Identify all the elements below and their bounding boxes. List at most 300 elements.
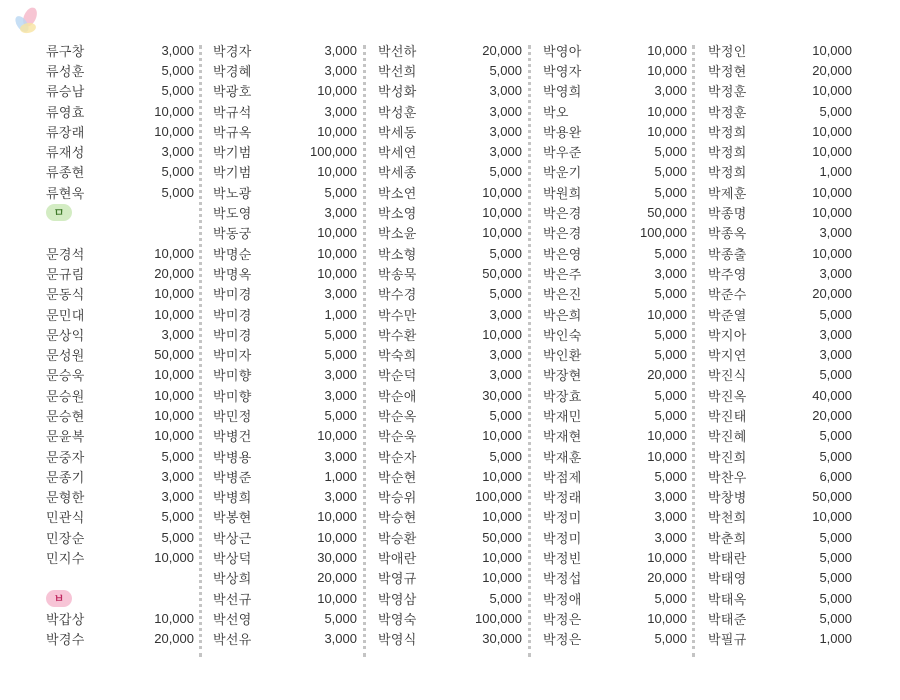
donation-amount: 10,000 [317,529,357,545]
donor-row [213,101,357,121]
donor-name: 류성훈 [46,64,85,80]
donation-amount: 3,000 [324,103,357,119]
donation-amount: 5,000 [489,407,522,423]
donation-amount: 5,000 [161,184,194,200]
donor-row [46,344,194,364]
donation-amount: 5,000 [161,509,194,525]
donor-name: 박오 [543,105,569,121]
donor-name: 박정애 [543,592,582,608]
donor-name: 민장순 [46,531,85,547]
donor-column-4 [543,40,687,649]
donation-amount: 10,000 [647,448,687,464]
donor-row [378,527,522,547]
donor-name: 박승환 [378,531,417,547]
donor-row [213,81,357,101]
donor-row [46,40,194,60]
donor-row [708,284,852,304]
donor-column-2 [213,40,357,649]
donation-amount: 10,000 [154,306,194,322]
donation-amount: 5,000 [654,468,687,484]
donation-amount: 5,000 [654,144,687,160]
donor-row [46,507,194,527]
donation-amount: 3,000 [489,123,522,139]
donation-amount: 10,000 [482,428,522,444]
donor-name: 박정래 [543,491,582,507]
donor-name: 박소영 [378,207,417,223]
column-divider [692,45,695,657]
donor-row [543,588,687,608]
section-badge: ㅁ [46,204,72,221]
donor-name: 박정인 [708,44,747,60]
donation-amount: 5,000 [161,448,194,464]
donor-row [378,60,522,80]
donor-name: 박미향 [213,389,252,405]
donor-row [708,405,852,425]
donor-row [708,588,852,608]
donor-row [543,121,687,141]
donor-name: 박정희 [708,125,747,141]
donation-amount: 10,000 [647,550,687,566]
donor-name: 박순자 [378,450,417,466]
donation-amount: 10,000 [812,123,852,139]
donation-amount: 10,000 [482,205,522,221]
donation-amount: 5,000 [819,306,852,322]
donor-name: 박태준 [708,612,747,628]
donor-row [378,101,522,121]
donor-name: 박영숙 [378,612,417,628]
donor-column-3 [378,40,522,649]
donor-row [378,223,522,243]
section-header [46,202,194,222]
donor-row [543,141,687,161]
donation-amount: 3,000 [654,509,687,525]
donor-row [708,385,852,405]
donation-amount: 1,000 [324,468,357,484]
donor-name: 박경혜 [213,64,252,80]
donor-row [46,304,194,324]
donor-row [378,243,522,263]
donor-name: 문동식 [46,288,85,304]
donor-row [213,243,357,263]
donation-amount: 10,000 [812,144,852,160]
donation-amount: 50,000 [482,529,522,545]
donor-row [543,466,687,486]
donation-amount: 3,000 [654,83,687,99]
donor-row [213,568,357,588]
donor-name: 박수만 [378,308,417,324]
donor-name: 문경석 [46,247,85,263]
donor-name: 박은진 [543,288,582,304]
donor-row [378,121,522,141]
donor-row [46,629,194,649]
donor-name: 박세연 [378,146,417,162]
donor-name: 박정빈 [543,552,582,568]
donation-amount: 5,000 [819,529,852,545]
donor-name: 박노광 [213,186,252,202]
donor-name: 문승욱 [46,369,85,385]
donation-amount: 3,000 [324,62,357,78]
donor-name: 박병용 [213,450,252,466]
donation-amount: 10,000 [647,306,687,322]
donor-row [213,223,357,243]
donor-name: 박준열 [708,308,747,324]
donor-name: 박경자 [213,44,252,60]
donation-amount: 3,000 [324,367,357,383]
donor-row [543,60,687,80]
donation-amount: 3,000 [819,347,852,363]
donation-amount: 5,000 [489,245,522,261]
donation-amount: 5,000 [161,164,194,180]
donor-name: 박영식 [378,633,417,649]
donor-row [213,527,357,547]
donor-row [708,304,852,324]
donor-row [46,223,194,243]
donor-row [378,629,522,649]
donor-row [378,182,522,202]
donor-list [0,40,900,660]
donation-amount: 10,000 [317,428,357,444]
donor-row [46,284,194,304]
donation-amount: 5,000 [654,387,687,403]
donor-name: 박미향 [213,369,252,385]
section-header [46,588,194,608]
donor-name: 박정은 [543,633,582,649]
donation-amount: 100,000 [475,610,522,626]
donor-name: 박장효 [543,389,582,405]
donation-amount: 5,000 [819,428,852,444]
donor-name: 박우준 [543,146,582,162]
donor-row [46,405,194,425]
donor-name: 박봉현 [213,511,252,527]
donation-amount: 3,000 [161,42,194,58]
donor-row [543,223,687,243]
donor-row [543,182,687,202]
donor-name: 박민정 [213,409,252,425]
donation-amount: 1,000 [324,306,357,322]
donor-row [213,365,357,385]
donor-name: 박정훈 [708,85,747,101]
donation-amount: 6,000 [819,468,852,484]
donor-column-5 [708,40,852,649]
donor-row [708,547,852,567]
donor-row [213,324,357,344]
donor-name: 박세동 [378,125,417,141]
donor-row [708,608,852,628]
donation-amount: 5,000 [324,326,357,342]
donor-row [213,547,357,567]
donor-name: 문승원 [46,389,85,405]
donation-amount: 5,000 [819,448,852,464]
donor-name: 박갑상 [46,612,85,628]
donor-name: 박정은 [543,612,582,628]
donor-name: 박지연 [708,349,747,365]
donation-amount: 3,000 [654,529,687,545]
donor-row [543,284,687,304]
donor-row [543,547,687,567]
donor-name: 박선유 [213,633,252,649]
donation-amount: 10,000 [812,184,852,200]
donor-row [46,547,194,567]
donor-name: 박기범 [213,146,252,162]
donation-amount: 10,000 [154,387,194,403]
donation-amount: 10,000 [317,164,357,180]
donor-row [708,202,852,222]
donor-row [213,385,357,405]
donor-row [708,40,852,60]
column-divider [528,45,531,657]
donor-row [46,446,194,466]
donation-amount: 100,000 [475,489,522,505]
donor-name: 문형한 [46,491,85,507]
donation-amount: 5,000 [654,245,687,261]
donation-amount: 5,000 [489,164,522,180]
donation-amount: 20,000 [154,265,194,281]
donor-name: 박영삼 [378,592,417,608]
donor-name: 박은희 [543,308,582,324]
donor-name: 박미경 [213,308,252,324]
donation-amount: 10,000 [317,509,357,525]
donor-row [708,344,852,364]
donor-row [378,365,522,385]
donation-amount: 1,000 [819,631,852,647]
donation-amount: 5,000 [654,407,687,423]
donor-row [708,182,852,202]
donation-amount: 5,000 [654,184,687,200]
donation-amount: 3,000 [819,225,852,241]
donor-row [213,487,357,507]
donor-row [543,507,687,527]
donor-row [378,162,522,182]
donor-name: 문윤복 [46,430,85,446]
donor-name: 류재성 [46,146,85,162]
donor-row [46,182,194,202]
donor-row [708,466,852,486]
donation-amount: 10,000 [482,184,522,200]
donor-row [543,568,687,588]
donation-amount: 3,000 [489,367,522,383]
donor-row [213,426,357,446]
donor-row [708,223,852,243]
donation-amount: 5,000 [819,367,852,383]
donor-name: 박영규 [378,572,417,588]
donor-row [213,121,357,141]
donation-amount: 50,000 [482,265,522,281]
donor-name: 박승위 [378,491,417,507]
donor-row [708,101,852,121]
donor-name: 박인숙 [543,328,582,344]
donor-name: 박광호 [213,85,252,101]
donor-row [708,365,852,385]
donor-name: 박세종 [378,166,417,182]
donor-name: 박춘희 [708,531,747,547]
donor-name: 박천희 [708,511,747,527]
donor-row [46,365,194,385]
donor-row [708,263,852,283]
donor-row [213,141,357,161]
donor-name: 박영희 [543,85,582,101]
donor-name: 박상희 [213,572,252,588]
donor-name: 박병희 [213,491,252,507]
donation-amount: 100,000 [640,225,687,241]
donor-row [708,568,852,588]
donor-name: 박소형 [378,247,417,263]
donation-amount: 50,000 [647,205,687,221]
donor-name: 박성훈 [378,105,417,121]
donor-name: 류종현 [46,166,85,182]
donation-amount: 5,000 [654,164,687,180]
donation-amount: 20,000 [812,407,852,423]
donor-name: 박소연 [378,186,417,202]
donation-amount: 10,000 [154,550,194,566]
donor-row [378,446,522,466]
donor-row [213,162,357,182]
donation-amount: 3,000 [489,103,522,119]
donor-name: 박동궁 [213,227,252,243]
donor-name: 박도영 [213,207,252,223]
donor-name: 박재현 [543,430,582,446]
donor-name: 박영아 [543,44,582,60]
donor-row [46,60,194,80]
donor-row [543,385,687,405]
donor-row [378,40,522,60]
donation-amount: 5,000 [654,590,687,606]
donor-name: 박송묵 [378,267,417,283]
donation-amount: 5,000 [489,62,522,78]
donation-amount: 100,000 [310,144,357,160]
donor-row [213,202,357,222]
donor-name: 박순옥 [378,409,417,425]
donor-name: 박원희 [543,186,582,202]
donor-row [46,263,194,283]
donation-amount: 5,000 [654,286,687,302]
donor-name: 박지아 [708,328,747,344]
donation-amount: 10,000 [317,225,357,241]
donor-row [213,629,357,649]
donor-name: 문규림 [46,267,85,283]
donation-amount: 10,000 [317,83,357,99]
donor-name: 박정훈 [708,105,747,121]
donation-amount: 10,000 [154,367,194,383]
column-divider [199,45,202,657]
donor-row [378,405,522,425]
donor-row [213,344,357,364]
donation-amount: 40,000 [812,387,852,403]
donor-row [708,487,852,507]
donor-row [378,81,522,101]
donor-row [213,304,357,324]
donation-amount: 10,000 [647,103,687,119]
donation-amount: 3,000 [654,489,687,505]
donation-amount: 5,000 [654,326,687,342]
donor-row [543,324,687,344]
donor-row [543,243,687,263]
donation-amount: 3,000 [489,144,522,160]
donor-row [213,405,357,425]
donor-name: 박진혜 [708,430,747,446]
donor-row [46,466,194,486]
donation-amount: 3,000 [654,265,687,281]
donation-amount: 3,000 [324,286,357,302]
logo-icon [4,4,44,44]
donation-amount: 10,000 [154,407,194,423]
donation-amount: 3,000 [324,205,357,221]
donor-row [46,568,194,588]
donor-name: 박병준 [213,470,252,486]
donor-row [708,121,852,141]
donor-row [708,507,852,527]
donor-name: 박정희 [708,146,747,162]
donor-name: 류현욱 [46,186,85,202]
donor-row [378,304,522,324]
donation-amount: 20,000 [647,367,687,383]
donor-row [378,202,522,222]
donation-amount: 5,000 [654,631,687,647]
donor-row [708,446,852,466]
donor-row [543,608,687,628]
donor-name: 박경수 [46,633,85,649]
donation-amount: 10,000 [154,103,194,119]
donor-row [708,243,852,263]
donor-name: 박소윤 [378,227,417,243]
donor-row [213,608,357,628]
donation-amount: 5,000 [161,83,194,99]
donor-name: 박재민 [543,409,582,425]
donor-row [378,588,522,608]
donation-amount: 5,000 [819,570,852,586]
donor-name: 박미자 [213,349,252,365]
donation-amount: 10,000 [317,245,357,261]
donation-amount: 10,000 [482,326,522,342]
donation-amount: 3,000 [324,631,357,647]
donor-row [213,466,357,486]
donor-name: 박은경 [543,207,582,223]
donation-amount: 20,000 [482,42,522,58]
donor-name: 박성화 [378,85,417,101]
donation-amount: 10,000 [812,83,852,99]
donation-amount: 5,000 [324,407,357,423]
donor-name: 박진희 [708,450,747,466]
donor-row [543,81,687,101]
donor-row [543,202,687,222]
donor-row [378,466,522,486]
donor-name: 박필규 [708,633,747,649]
donor-name: 문종기 [46,470,85,486]
donation-amount: 5,000 [324,347,357,363]
donor-row [46,141,194,161]
donor-name: 박진태 [708,409,747,425]
donation-amount: 10,000 [647,610,687,626]
donor-name: 박선하 [378,44,417,60]
donor-row [378,547,522,567]
donor-row [378,141,522,161]
donor-row [543,527,687,547]
donation-amount: 10,000 [482,570,522,586]
donor-row [708,162,852,182]
donor-row [543,263,687,283]
donor-row [708,527,852,547]
donor-name: 박태란 [708,552,747,568]
donation-amount: 10,000 [482,468,522,484]
donation-amount: 10,000 [482,225,522,241]
donor-name: 박선영 [213,612,252,628]
donor-name: 박명순 [213,247,252,263]
donation-amount: 30,000 [317,550,357,566]
donor-name: 박순애 [378,389,417,405]
donor-row [378,385,522,405]
donor-name: 박종출 [708,247,747,263]
donor-name: 박찬우 [708,470,747,486]
donor-name: 류영효 [46,105,85,121]
